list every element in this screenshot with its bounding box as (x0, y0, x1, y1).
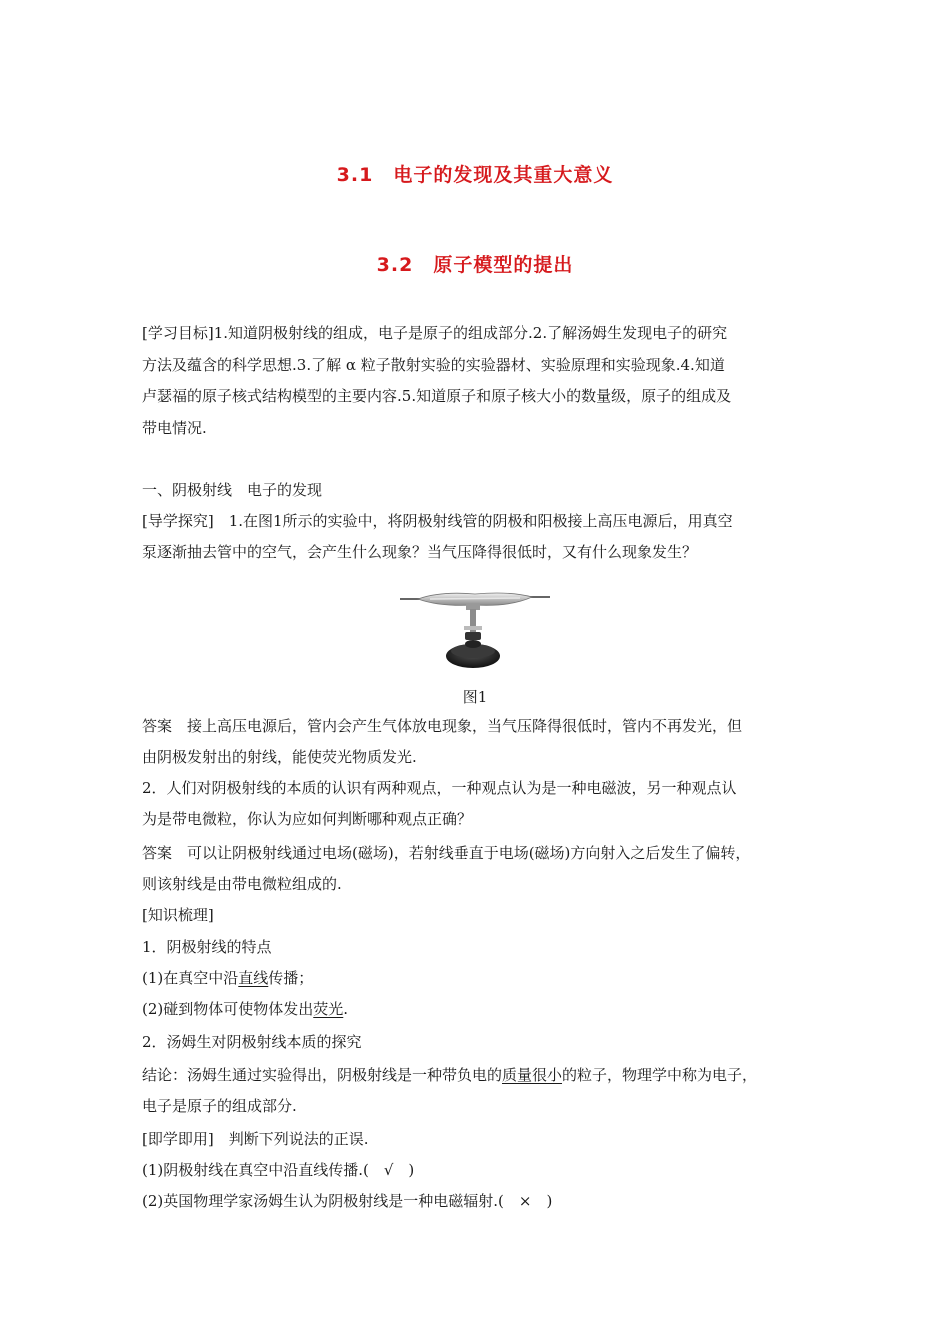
knowledge-item-2: 2．汤姆生对阴极射线本质的探究 (142, 1033, 362, 1051)
cathode-ray-tube-figure (400, 588, 550, 674)
judgment-1: (1)阴极射线在真空中沿直线传播.( √ ) (142, 1161, 415, 1179)
question-2-line-2: 为是带电微粒，你认为应如何判断哪种观点正确？ (142, 810, 473, 828)
text-segment: 的粒子，物理学中称为电子， (562, 1066, 758, 1084)
text-segment: 传播； (268, 969, 314, 987)
practice-heading: [即学即用] 判断下列说法的正误. (142, 1130, 369, 1148)
answer-2-line-1: 答案 可以让阴极射线通过电场(磁场)，若射线垂直于电场(磁场)方向射入之后发生了偏转， (142, 844, 751, 862)
knowledge-heading: [知识梳理] (142, 906, 214, 924)
figure-caption: 图1 (462, 688, 488, 706)
section-title-3-2 (0, 250, 950, 277)
title-text: 原子模型的提出 (433, 254, 574, 276)
knowledge-item-1a (142, 963, 812, 993)
objectives-line-4: 带电情况. (142, 419, 207, 437)
question-1-line-1: [导学探究] 1.在图1所示的实验中，将阴极射线管的阴极和阳极接上高压电源后，用真空 (142, 512, 733, 530)
text-segment: 结论：汤姆生通过实验得出，阴极射线是一种带负电的 (142, 1066, 503, 1084)
title-number: 3.2 (376, 254, 414, 276)
knowledge-item-1: 1．阴极射线的特点 (142, 938, 272, 956)
answer-1-line-1: 答案 接上高压电源后，管内会产生气体放电现象，当气压降得很低时，管内不再发光，但 (142, 717, 743, 735)
question-1-line-2: 泵逐渐抽去管中的空气，会产生什么现象？当气压降得很低时，又有什么现象发生？ (142, 543, 698, 561)
objectives-line-2: 方法及蕴含的科学思想.3.了解 α 粒子散射实验的实验器材、实验原理和实验现象.4.知道 (142, 356, 725, 374)
title-number: 3.1 (336, 164, 374, 186)
conclusion-line-2: 电子是原子的组成部分. (142, 1097, 297, 1115)
underlined-answer: 质量很小 (502, 1066, 563, 1084)
conclusion-line-1 (142, 1060, 812, 1090)
title-text: 电子的发现及其重大意义 (393, 164, 614, 186)
underlined-answer: 荧光 (313, 1000, 344, 1018)
underlined-answer: 直线 (238, 969, 269, 987)
text-segment: (2)碰到物体可使物体发出 (142, 1000, 314, 1018)
question-2-line-1: 2．人们对阴极射线的本质的认识有两种观点，一种观点认为是一种电磁波，另一种观点认 (142, 779, 737, 797)
judgment-2: (2)英国物理学家汤姆生认为阴极射线是一种电磁辐射.( × ) (142, 1192, 553, 1210)
knowledge-item-1b (142, 994, 812, 1024)
section-heading: 一、阴极射线 电子的发现 (142, 481, 323, 499)
section-title-3-1 (0, 160, 950, 187)
objectives-line-3: 卢瑟福的原子核式结构模型的主要内容.5.知道原子和原子核大小的数量级，原子的组成及 (142, 387, 732, 405)
answer-2-line-2: 则该射线是由带电微粒组成的. (142, 875, 342, 893)
objectives-line-1: [学习目标]1.知道阴极射线的组成，电子是原子的组成部分.2.了解汤姆生发现电子的研究 (142, 324, 728, 342)
text-segment: . (343, 1000, 349, 1018)
text-segment: (1)在真空中沿 (142, 969, 239, 987)
answer-1-line-2: 由阴极发射出的射线，能使荧光物质发光. (142, 748, 417, 766)
